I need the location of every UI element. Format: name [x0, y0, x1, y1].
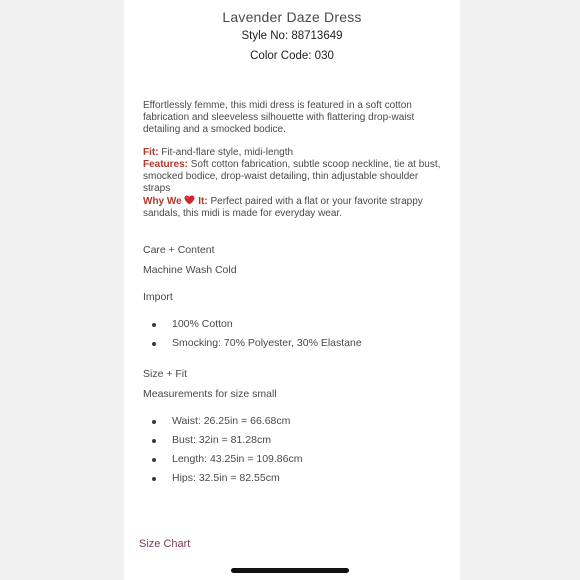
why-text: Perfect paired with a flat or your favorite strappy sandals, this midi is made for everyday wear.	[143, 196, 423, 219]
color-code: Color Code: 030	[250, 50, 334, 62]
list-item: 100% Cotton	[143, 318, 448, 331]
bullet-icon	[152, 323, 156, 327]
materials-list	[143, 318, 448, 350]
list-item: Smocking: 70% Polyester, 30% Elastane	[143, 337, 448, 350]
why-label-pre: Why We	[143, 196, 185, 207]
bullet-icon	[152, 420, 156, 424]
why-spec	[143, 195, 448, 220]
product-content	[143, 100, 448, 491]
fit-spec	[143, 147, 448, 159]
list-item: Waist: 26.25in = 66.68cm	[143, 415, 448, 428]
spec-block	[143, 147, 448, 220]
product-details-page	[124, 0, 460, 580]
list-item: Hips: 32.5in = 82.55cm	[143, 472, 448, 485]
features-spec	[143, 159, 448, 195]
product-description: Effortlessly femme, this midi dress is featured in a soft cotton fabrication and sleeveless silhouette with flattering drop-waist detailing and a smocked bodice.	[143, 100, 415, 135]
heart-icon	[184, 195, 195, 205]
fit-label: Fit:	[143, 147, 159, 158]
why-label-post: It:	[195, 196, 208, 207]
home-indicator[interactable]	[231, 568, 349, 573]
product-header	[124, 8, 460, 66]
bullet-icon	[152, 477, 156, 481]
care-origin: Import	[143, 291, 173, 303]
care-wash: Machine Wash Cold	[143, 264, 237, 276]
fit-text: Fit-and-flare style, midi-length	[158, 147, 294, 158]
features-label: Features:	[143, 159, 189, 170]
bullet-icon	[152, 458, 156, 462]
size-fit-heading: Size + Fit	[143, 368, 188, 380]
size-chart-link[interactable]: Size Chart	[139, 538, 191, 550]
bullet-icon	[152, 439, 156, 443]
list-item: Length: 43.25in = 109.86cm	[143, 453, 448, 466]
style-number: Style No: 88713649	[241, 30, 343, 42]
measurements-list	[143, 415, 448, 485]
features-text: Soft cotton fabrication, subtle scoop neckline, tie at bust, smocked bodice, drop-waist detailing, thin adjustable shoulder straps	[143, 159, 441, 194]
product-title: Lavender Daze Dress	[222, 9, 362, 25]
bullet-icon	[152, 342, 156, 346]
care-heading: Care + Content	[143, 244, 215, 256]
list-item: Bust: 32in = 81.28cm	[143, 434, 448, 447]
size-fit-subheading: Measurements for size small	[143, 388, 277, 400]
